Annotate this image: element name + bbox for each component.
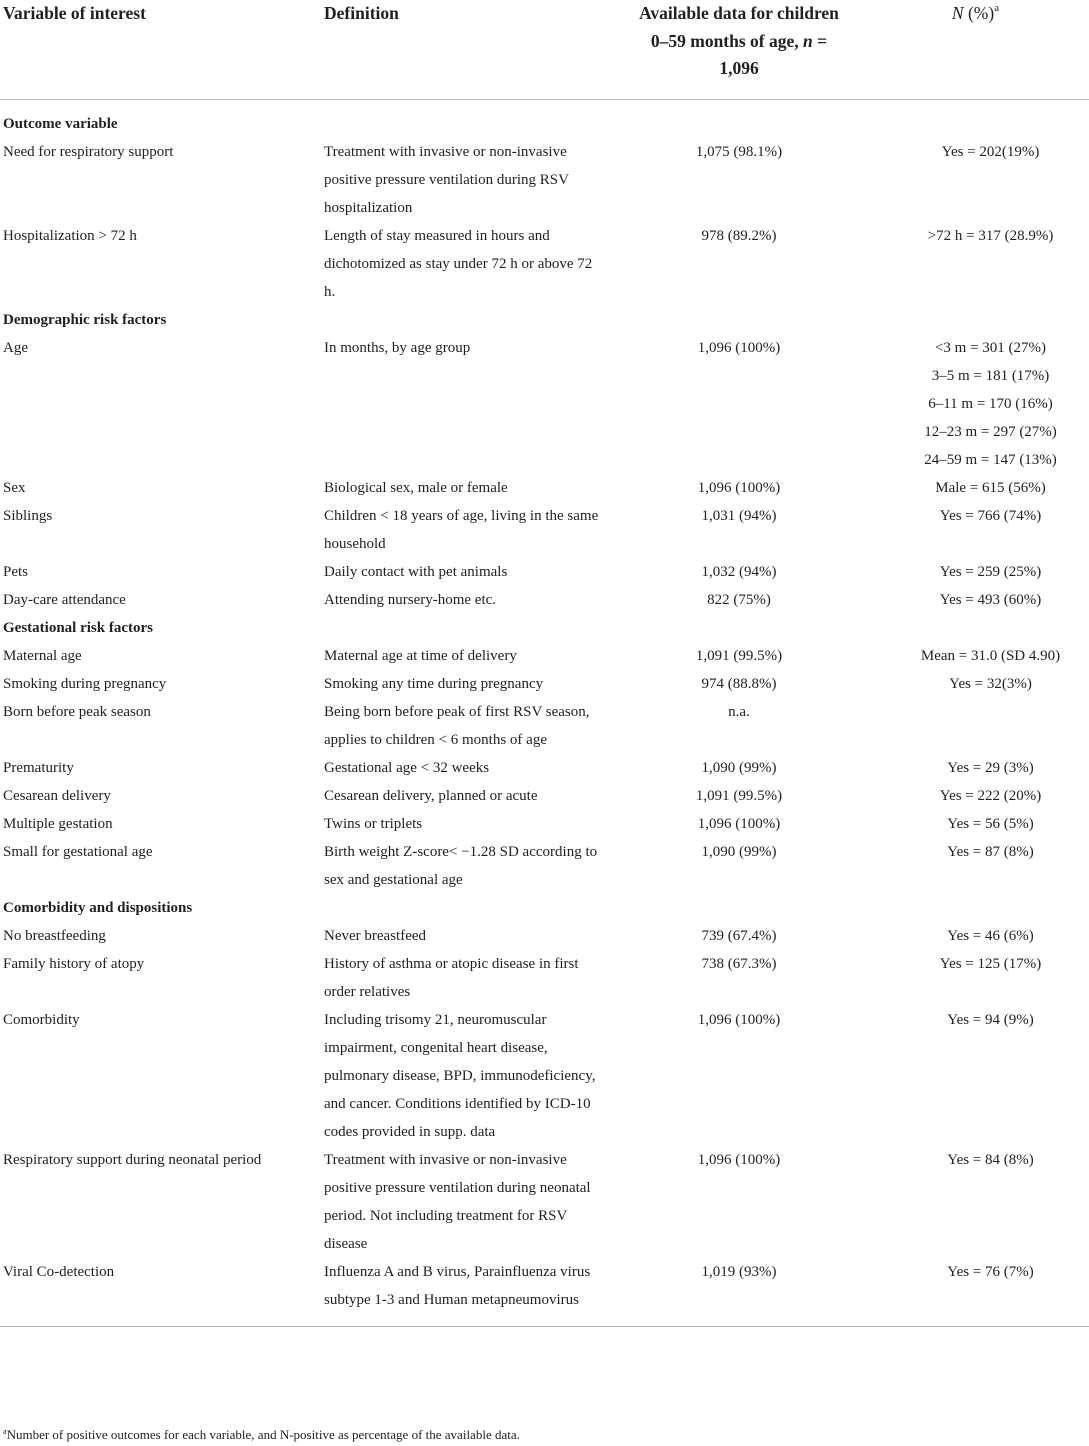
section-title: Outcome variable [3, 115, 118, 132]
table-row [0, 1146, 1089, 1258]
section-title: Demographic risk factors [3, 311, 167, 328]
header-percent: (%) [963, 3, 995, 23]
table-row [0, 670, 1089, 698]
variable-cell: Siblings [3, 507, 53, 524]
table-row [0, 754, 1089, 782]
definition-cell: Attending nursery-home etc. [324, 591, 497, 608]
footnote-marker: a [3, 1427, 7, 1436]
definition-cell: Smoking any time during pregnancy [324, 675, 544, 692]
available-data-cell: 1,090 (99%) [701, 759, 777, 776]
n-percent-cell [862, 698, 1089, 754]
n-percent-cell [862, 670, 1089, 698]
definition-cell: Never breastfeed [324, 927, 427, 944]
definition-cell: Children < 18 years of age, living in the same household [324, 507, 599, 552]
variable-cell: Family history of atopy [3, 955, 145, 972]
n-percent-cell [862, 586, 1089, 614]
variable-cell: Multiple gestation [3, 815, 113, 832]
table-row [0, 642, 1089, 670]
available-data-cell: 1,019 (93%) [616, 1258, 862, 1327]
variable-cell: Born before peak season [3, 703, 151, 720]
table-row [0, 334, 1089, 474]
definition-cell: Influenza A and B virus, Parainfluenza virus subtype 1-3 and Human metapneumovirus [321, 1258, 616, 1327]
n-percent-cell [862, 810, 1089, 838]
n-percent-cell [862, 754, 1089, 782]
n-percent-cell [862, 558, 1089, 586]
variable-cell: Hospitalization > 72 h [3, 227, 137, 244]
n-percent-value: 24–59 m = 147 (13%) [924, 451, 1057, 468]
definition-cell: Birth weight Z-score< −1.28 SD according to sex and gestational age [324, 843, 598, 888]
available-data-cell: 739 (67.4%) [701, 927, 777, 944]
definition-cell: Including trisomy 21, neuromuscular impairment, congenital heart disease, pulmonary disease, BPD, immunodeficiency, and cancer. Conditions identified by ICD-10 codes provided in supp. data [324, 1011, 596, 1140]
n-percent-value: Yes = 84 (8%) [947, 1151, 1034, 1168]
header-available-line2-post: = [812, 30, 828, 51]
header-variable: Variable of interest [0, 0, 321, 99]
header-available-n: n [803, 30, 813, 51]
n-percent-cell [862, 782, 1089, 810]
section-row [0, 894, 1089, 922]
definition-cell: History of asthma or atopic disease in first order relatives [324, 955, 579, 1000]
n-percent-value: Mean = 31.0 (SD 4.90) [920, 647, 1061, 664]
header-n-percent [862, 0, 1089, 99]
n-percent-cell [862, 1146, 1089, 1258]
n-percent-cell [862, 502, 1089, 558]
variable-cell: Comorbidity [3, 1011, 80, 1028]
n-percent-value: Yes = 46 (6%) [947, 927, 1034, 944]
table-header [0, 0, 1089, 99]
definition-cell: Being born before peak of first RSV season, applies to children < 6 months of age [324, 703, 590, 748]
n-percent-value: Yes = 29 (3%) [947, 759, 1034, 776]
variable-cell: Maternal age [3, 647, 82, 664]
table-row [0, 502, 1089, 558]
header-definition: Definition [321, 0, 616, 99]
available-data-cell: 1,031 (94%) [701, 507, 777, 524]
table-row [0, 1006, 1089, 1146]
header-available-line1: Available data for children [639, 3, 839, 23]
n-percent-cell [862, 838, 1089, 894]
n-percent-value: 3–5 m = 181 (17%) [931, 367, 1050, 384]
variable-cell: Small for gestational age [3, 843, 153, 860]
available-data-cell: 1,096 (100%) [697, 1011, 781, 1028]
footnote-text: Number of positive outcomes for each variable, and N-positive as percentage of the available data. [6, 1427, 520, 1442]
n-percent-cell [862, 222, 1089, 306]
available-data-cell: 822 (75%) [707, 591, 771, 608]
n-percent-value: Male = 615 (56%) [935, 479, 1046, 496]
n-percent-cell [862, 1006, 1089, 1146]
section-row [0, 614, 1089, 642]
table-row [0, 222, 1089, 306]
n-percent-value: Yes = 56 (5%) [947, 815, 1034, 832]
available-data-cell: 1,096 (100%) [697, 479, 781, 496]
section-title: Gestational risk factors [3, 619, 153, 636]
n-percent-value: Yes = 87 (8%) [947, 843, 1034, 860]
n-percent-cell [862, 1258, 1089, 1327]
available-data-cell: 1,091 (99.5%) [695, 787, 783, 804]
available-data-cell: n.a. [728, 703, 750, 720]
n-percent-value: Yes = 766 (74%) [939, 507, 1042, 524]
table-row [0, 922, 1089, 950]
variable-cell: Respiratory support during neonatal period [3, 1151, 262, 1168]
definition-cell: Gestational age < 32 weeks [324, 759, 490, 776]
n-percent-value: Yes = 493 (60%) [939, 591, 1042, 608]
header-footnote-marker: a [994, 2, 1000, 14]
n-percent-value: Yes = 222 (20%) [939, 787, 1042, 804]
available-data-cell: 1,090 (99%) [701, 843, 777, 860]
table-row [0, 474, 1089, 502]
n-percent-cell [862, 138, 1089, 222]
available-data-cell: 1,032 (94%) [701, 563, 777, 580]
table-body [0, 99, 1089, 1326]
header-available-data [616, 0, 862, 99]
variable-cell: No breastfeeding [3, 927, 106, 944]
section-row [0, 306, 1089, 334]
n-percent-value: Yes = 202(19%) [941, 143, 1040, 160]
definition-cell: Length of stay measured in hours and dichotomized as stay under 72 h or above 72 h. [324, 227, 593, 300]
variable-cell: Day-care attendance [3, 591, 126, 608]
definition-cell: Treatment with invasive or non-invasive positive pressure ventilation during neonatal period. Not including treatment for RSV disease [324, 1151, 591, 1252]
n-percent-value: Yes = 76 (7%) [947, 1263, 1034, 1280]
available-data-cell: 1,075 (98.1%) [695, 143, 783, 160]
table-row [0, 586, 1089, 614]
available-data-cell: 1,091 (99.5%) [695, 647, 783, 664]
n-percent-value: Yes = 259 (25%) [939, 563, 1042, 580]
n-percent-value: <3 m = 301 (27%) [934, 339, 1047, 356]
n-percent-cell [862, 642, 1089, 670]
n-percent-value: >72 h = 317 (28.9%) [927, 227, 1054, 244]
available-data-cell: 1,096 (100%) [697, 339, 781, 356]
n-percent-cell [862, 474, 1089, 502]
definition-cell: Twins or triplets [324, 815, 423, 832]
table-row [0, 838, 1089, 894]
available-data-cell: 738 (67.3%) [701, 955, 777, 972]
available-data-cell: 974 (88.8%) [701, 675, 777, 692]
variable-cell: Smoking during pregnancy [3, 675, 167, 692]
n-percent-value: Yes = 32(3%) [949, 675, 1032, 692]
variable-cell: Sex [3, 479, 26, 496]
n-percent-value: 12–23 m = 297 (27%) [924, 423, 1057, 440]
variable-cell: Age [3, 339, 28, 356]
table-row [0, 782, 1089, 810]
section-row [0, 99, 1089, 138]
available-data-cell: 1,096 (100%) [697, 1151, 781, 1168]
table-row [0, 950, 1089, 1006]
section-title: Comorbidity and dispositions [3, 899, 193, 916]
definition-cell: In months, by age group [324, 339, 471, 356]
table-row [0, 698, 1089, 754]
definition-cell: Daily contact with pet animals [324, 563, 508, 580]
definition-cell: Treatment with invasive or non-invasive positive pressure ventilation during RSV hospitalization [324, 143, 569, 216]
definition-cell: Cesarean delivery, planned or acute [324, 787, 538, 804]
variable-cell: Need for respiratory support [3, 143, 174, 160]
variable-cell: Viral Co-detection [0, 1258, 321, 1327]
available-data-cell: 978 (89.2%) [701, 227, 777, 244]
definition-cell: Biological sex, male or female [324, 479, 508, 496]
variable-cell: Pets [3, 563, 29, 580]
n-percent-cell [862, 922, 1089, 950]
table-row [0, 558, 1089, 586]
variable-cell: Prematurity [3, 759, 74, 776]
variable-cell: Cesarean delivery [3, 787, 111, 804]
header-n-symbol: N [951, 3, 964, 23]
n-percent-value: Yes = 94 (9%) [947, 1011, 1034, 1028]
table-row [0, 138, 1089, 222]
n-percent-value: Yes = 125 (17%) [939, 955, 1042, 972]
n-percent-cell [862, 950, 1089, 1006]
table-row [0, 810, 1089, 838]
n-percent-cell [862, 334, 1089, 474]
definition-cell: Maternal age at time of delivery [324, 647, 517, 664]
header-available-line3: 1,096 [719, 58, 759, 78]
n-percent-value: 6–11 m = 170 (16%) [928, 395, 1053, 412]
header-available-line2-pre: 0–59 months of age, [650, 30, 804, 51]
table-footnote [3, 1427, 520, 1443]
available-data-cell: 1,096 (100%) [697, 815, 781, 832]
table-row [0, 1258, 1089, 1327]
